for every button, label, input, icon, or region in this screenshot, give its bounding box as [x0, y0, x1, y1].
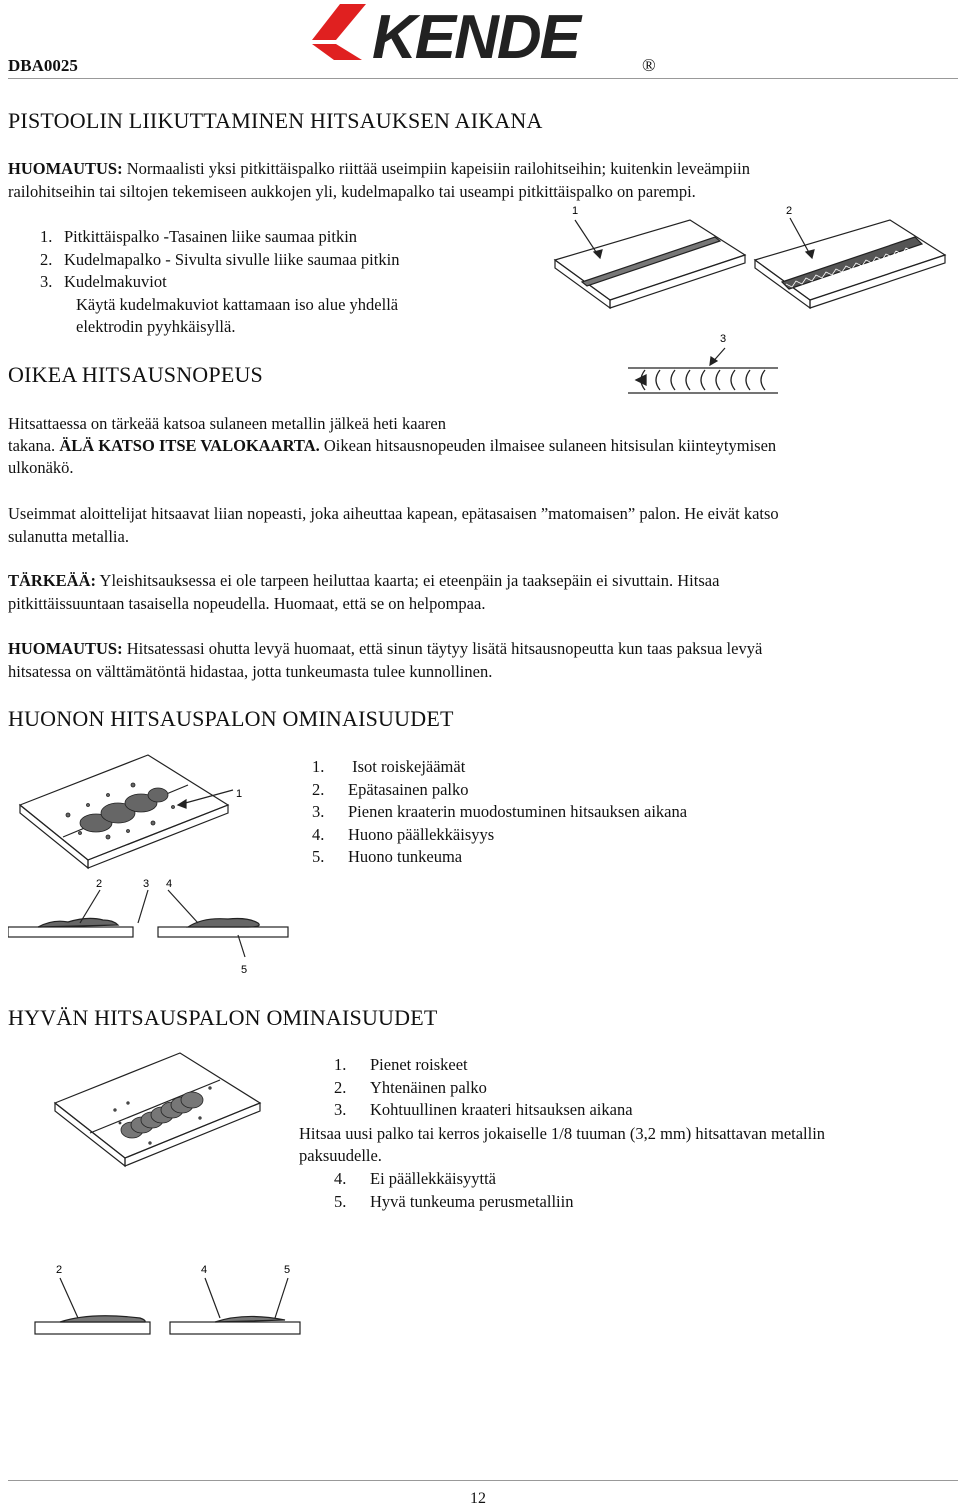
figure-label: 2: [96, 878, 103, 890]
figure-label: 2: [786, 205, 793, 217]
note-text-line1: Normaalisti yksi pitkittäispalko riittää useimpiin kapeisiin railohitseihin; kuitenkin leveämpiin: [126, 159, 750, 178]
plate-2-drawing: [755, 220, 945, 308]
list-item: 2. Yhtenäinen palko: [334, 1077, 487, 1097]
footer-rule: [8, 1480, 958, 1481]
poor-bead-section: [8, 918, 288, 937]
poor-bead-weld: [66, 783, 175, 839]
good-bead-list-b: [334, 1168, 934, 1213]
good-bead-paragraph-cont: paksuudelle.: [299, 1146, 382, 1165]
thin-plate-note-cont: hitsatessa on välttämätöntä hidastaa, jotta tunkeumasta tulee kunnollinen.: [8, 662, 493, 681]
list-item: 2. Kudelmapalko - Sivulta sivulle liike saumaa pitkin: [40, 249, 400, 269]
figure-label: 3: [143, 878, 150, 890]
section-title-gun-movement: PISTOOLIN LIIKUTTAMINEN HITSAUKSEN AIKANA: [8, 108, 543, 133]
list-item: 4. Ei päällekkäisyyttä: [334, 1169, 496, 1188]
important-paragraph-cont: pitkittäissuuntaan tasaisella nopeudella. Huomaat, että se on helpompaa.: [8, 594, 486, 613]
good-bead-paragraph: Hitsaa uusi palko tai kerros jokaiselle 1/8 tuuman (3,2 mm) hitsattavan metallin: [299, 1124, 826, 1143]
page-number: 12: [470, 1490, 486, 1507]
good-bead-section: [35, 1316, 300, 1334]
list-item: 1. Isot roiskejäämät: [312, 757, 466, 776]
warning-text: ÄLÄ KATSO ITSE VALOKAARTA.: [59, 436, 320, 455]
kende-logo: [300, 0, 640, 64]
pointer-arrows: [575, 218, 814, 365]
header-rule: [8, 78, 958, 79]
list-item: 1. Pitkittäispalko -Tasainen liike saumaa pitkin: [40, 227, 358, 246]
list-item-desc: Käytä kudelmakuviot kattamaan iso alue yhdellä: [76, 294, 399, 314]
figure-label: 5: [241, 964, 248, 976]
figure-label: 3: [720, 333, 727, 345]
bead-types-figure: [550, 200, 950, 410]
good-bead-weld: [114, 1087, 211, 1144]
section-title-good-bead: HYVÄN HITSAUSPALON OMINAISUUDET: [8, 1005, 438, 1030]
weave-pattern-drawing: [628, 368, 778, 393]
doc-code: DBA0025: [8, 56, 78, 75]
list-item: 4. Huono päällekkäisyys: [312, 824, 495, 844]
note-label: HUOMAUTUS:: [8, 639, 123, 658]
thin-plate-note: HUOMAUTUS: Hitsatessasi ohutta levyä huomaat, että sinun täytyy lisätä hitsausnopeutta kun taas paksua levyä: [8, 639, 763, 658]
figure-label: 1: [236, 788, 243, 800]
list-item: 1. Pienet roiskeet: [334, 1055, 468, 1074]
list-item: 3. Kudelmakuviot: [40, 272, 167, 291]
good-bead-list-a: [334, 1054, 934, 1122]
figure-label: 2: [56, 1264, 63, 1276]
poor-bead-figure: [8, 745, 298, 980]
note-label: HUOMAUTUS:: [8, 159, 123, 178]
beginners-paragraph: Useimmat aloittelijat hitsaavat liian nopeasti, joka aiheuttaa kapean, epätasaisen ”matomaisen” palon. He eivät katso sulanutta metallia.: [8, 504, 779, 546]
figure-label: 5: [284, 1264, 291, 1276]
section-title-welding-speed: OIKEA HITSAUSNOPEUS: [8, 362, 263, 387]
logo-wordmark: KENDE: [372, 3, 580, 64]
good-bead-figure: [50, 1048, 300, 1178]
speed-paragraph-line1: Hitsattaessa on tärkeää katsoa sulaneen metallin jälkeä heti kaaren: [8, 414, 446, 433]
list-item: 5. Hyvä tunkeuma perusmetalliin: [334, 1191, 574, 1211]
list-item: 3. Kohtuullinen kraateri hitsauksen aikana: [334, 1100, 633, 1119]
poor-bead-arrow: [178, 790, 233, 808]
poor-bead-list: [312, 756, 932, 869]
figure-label: 4: [166, 878, 173, 890]
figure-label: 1: [572, 205, 579, 217]
important-paragraph: TÄRKEÄÄ: Yleishitsauksessa ei ole tarpeen heiluttaa kaarta; ei eteenpäin ja taaksepäin ei sivuttain. Hitsaa: [8, 571, 720, 590]
weave-list: [40, 226, 560, 339]
speed-paragraph-line2: takana. ÄLÄ KATSO ITSE VALOKAARTA. Oikean hitsausnopeuden ilmaisee sulaneen hitsisulan kiinteytymisen: [8, 436, 777, 455]
list-item: 5. Huono tunkeuma: [312, 847, 463, 866]
list-item: 2. Epätasainen palko: [312, 779, 469, 799]
note-paragraph-1-cont: railohitseihin tai siltojen tekemiseen aukkojen yli, kudelmapalko tai useampi pitkittäispalko on parempi.: [8, 182, 696, 201]
registered-mark: ®: [642, 55, 656, 75]
important-label: TÄRKEÄÄ:: [8, 571, 97, 590]
good-bead-section-arrows: [60, 1278, 288, 1318]
figure-label: 4: [201, 1264, 208, 1276]
section-title-poor-bead: HUONON HITSAUSPALON OMINAISUUDET: [8, 706, 454, 731]
good-bead-section-figure: [30, 1260, 310, 1350]
list-item: 3. Pienen kraaterin muodostuminen hitsauksen aikana: [312, 802, 688, 821]
list-item-desc: elektrodin pyyhkäisyllä.: [76, 317, 236, 336]
speed-paragraph-line3: ulkonäkö.: [8, 458, 74, 477]
note-paragraph-1: [8, 158, 954, 181]
